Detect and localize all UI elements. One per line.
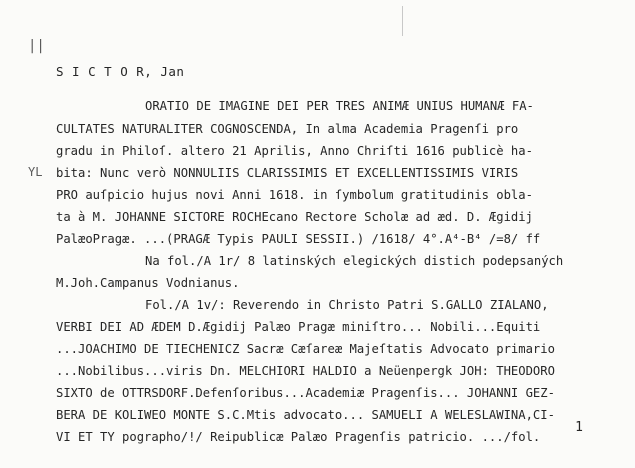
text-line-16: VI ET TY pographo/!/ Reipublicæ Palæo Pragenſis patricio. .../fol. xyxy=(56,430,541,444)
text-line-8: Na fol./A 1r/ 8 latinských elegických distich podepsaných xyxy=(145,254,564,268)
text-line-11: VERBI DEI AD ÆDEM D.Ægidij Palæo Pragæ miniſtro... Nobili...Equiti xyxy=(56,320,541,334)
text-line-1: ORATIO DE IMAGINE DEI PER TRES ANIMÆ UNIUS HUMANÆ FA- xyxy=(145,99,534,113)
text-line-15: BERA DE KOLIWEO MONTE S.C.Mtis advocato... SAMUELI A WELESLAWINA,CI- xyxy=(56,408,555,422)
text-line-12: ...JOACHIMO DE TIECHENICZ Sacræ Cæſareæ Majeſtatis Advocato primario xyxy=(56,342,555,356)
text-line-4: bita: Nunc verò NONNULIIS CLARISSIMIS ET EXCELLENTISSIMIS VIRIS xyxy=(56,166,519,180)
text-line-2: CULTATES NATURALITER COGNOSCENDA, In alma Academia Pragenſi pro xyxy=(56,122,519,136)
text-line-5: PRO auſpicio hujus novi Anni 1618. in ſymbolum gratitudinis obla- xyxy=(56,188,533,202)
card-top-mark: || xyxy=(28,38,45,54)
text-line-10: Fol./A 1v/: Reverendo in Christo Patri S.GALLO ZIALANO, xyxy=(145,298,549,312)
page-number: 1 xyxy=(575,420,583,435)
card-side-mark: YL xyxy=(28,165,43,179)
text-line-6: ta à M. JOHANNE SICTORE ROCHEcano Rectore Scholæ ad æd. D. Ægidij xyxy=(56,210,533,224)
text-line-9: M.Joh.Campanus Vodnianus. xyxy=(56,276,240,290)
text-line-13: ...Nobilibus...viris Dn. MELCHIORI HALDIO a Neüenpergk JOH: THEODORO xyxy=(56,364,555,378)
text-line-14: SIXTO de OTTRSDORF.Defenſoribus...Academiæ Pragenſis... JOHANNI GEZ- xyxy=(56,386,555,400)
text-line-7: PalæoPragæ. ...(PRAGÆ Typis PAULI SESSII.) /1618/ 4°.A⁴-B⁴ /=8/ ff xyxy=(56,232,541,246)
scan-speck xyxy=(402,6,403,36)
author-heading: S I C T O R, Jan xyxy=(56,64,185,79)
text-line-3: gradu in Philoſ. altero 21 Aprilis, Anno Chriſti 1616 publicè ha- xyxy=(56,144,533,158)
